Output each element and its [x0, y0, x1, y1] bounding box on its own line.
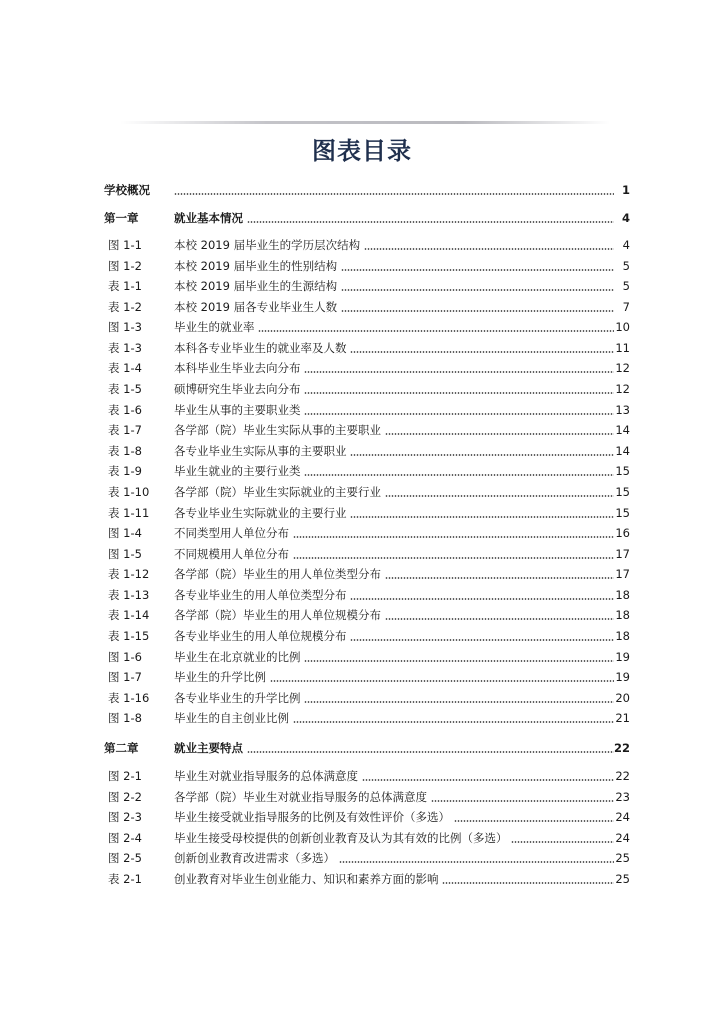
entry-label: 表 1-16	[108, 690, 150, 705]
entry-label: 图 2-5	[108, 851, 142, 866]
dot-leader	[385, 577, 614, 579]
toc-entry[interactable]	[104, 235, 630, 255]
dot-leader	[341, 269, 614, 271]
toc-entry[interactable]	[104, 544, 630, 564]
entry-title: 各专业毕业生的用人单位类型分布	[174, 587, 347, 602]
entry-title: 毕业生对就业指导服务的总体满意度	[174, 769, 358, 783]
entry-label: 表 1-7	[108, 423, 142, 438]
dot-leader	[247, 221, 614, 223]
entry-title: 本校 2019 届各专业毕业生人数	[174, 299, 338, 314]
dot-leader	[293, 536, 614, 538]
page-number: 18	[615, 629, 630, 644]
toc-entry[interactable]	[104, 688, 630, 708]
dot-leader	[350, 454, 614, 456]
dot-leader	[339, 861, 614, 863]
entry-label: 第二章	[104, 741, 139, 755]
entry-title: 毕业生的自主创业比例	[174, 711, 289, 726]
page-number: 19	[615, 649, 630, 664]
page-number: 15	[615, 464, 630, 479]
entry-title: 本校 2019 届毕业生的学历层次结构	[174, 238, 361, 252]
toc-entry[interactable]	[104, 441, 630, 461]
dot-leader	[341, 289, 614, 291]
entry-title: 本校 2019 届毕业生的生源结构	[174, 279, 338, 294]
entry-title: 毕业生的就业率	[174, 320, 255, 335]
entry-title: 就业基本情况	[174, 211, 243, 225]
entry-title: 毕业生接受就业指导服务的比例及有效性评价（多选）	[174, 810, 450, 825]
dot-leader	[258, 330, 614, 332]
entry-title: 本科各专业毕业生的就业率及人数	[174, 340, 347, 355]
entry-label: 表 1-3	[108, 340, 142, 355]
entry-title: 各专业毕业生实际从事的主要职业	[174, 443, 347, 458]
page-number: 18	[615, 587, 630, 602]
page-number: 7	[622, 299, 630, 314]
page-number: 25	[615, 872, 630, 886]
entry-title: 各专业毕业生的用人单位规模分布	[174, 629, 347, 644]
page-number: 5	[622, 279, 630, 294]
toc-entry[interactable]	[104, 869, 630, 889]
toc-entry[interactable]	[104, 605, 630, 625]
dot-leader	[341, 310, 614, 312]
entry-title: 各学部（院）毕业生对就业指导服务的总体满意度	[174, 789, 427, 804]
entry-label: 图 1-1	[108, 238, 142, 252]
entry-title: 创业教育对毕业生创业能力、知识和素养方面的影响	[174, 872, 439, 886]
toc-entry[interactable]	[104, 523, 630, 543]
toc-entry[interactable]	[104, 503, 630, 523]
toc-entry[interactable]	[104, 787, 630, 807]
entry-title: 各专业毕业生的升学比例	[174, 690, 301, 705]
entry-title: 本科毕业生毕业去向分布	[174, 361, 301, 376]
page-number: 15	[615, 505, 630, 520]
entry-title: 不同规模用人单位分布	[174, 546, 289, 561]
toc-entry[interactable]	[104, 766, 630, 786]
page-number: 24	[615, 830, 630, 845]
dot-leader	[304, 474, 614, 476]
title-divider	[120, 121, 610, 124]
toc-chapter[interactable]	[104, 208, 630, 228]
entry-label: 表 1-5	[108, 382, 142, 397]
entry-label: 表 1-9	[108, 464, 142, 479]
toc-entry[interactable]	[104, 828, 630, 848]
dot-leader	[350, 516, 614, 518]
entry-title: 本校 2019 届毕业生的性别结构	[174, 258, 338, 273]
entry-title: 毕业生的升学比例	[174, 670, 266, 685]
entry-label: 学校概况	[104, 183, 150, 197]
toc-entry[interactable]	[104, 626, 630, 646]
page-number: 4	[621, 211, 630, 225]
entry-title: 创新创业教育改进需求（多选）	[174, 851, 335, 866]
entry-label: 表 1-8	[108, 443, 142, 458]
entry-label: 图 1-4	[108, 526, 142, 541]
dot-leader	[304, 413, 614, 415]
entry-title: 毕业生就业的主要行业类	[174, 464, 301, 479]
page-number: 17	[615, 567, 630, 582]
page-number: 10	[615, 320, 630, 335]
entry-label: 表 1-2	[108, 299, 142, 314]
dot-leader	[304, 392, 614, 394]
dot-leader	[304, 701, 614, 703]
dot-leader	[362, 779, 614, 781]
entry-label: 图 1-2	[108, 258, 142, 273]
entry-label: 图 1-5	[108, 546, 142, 561]
dot-leader	[385, 618, 614, 620]
dot-leader	[304, 660, 614, 662]
entry-title: 各学部（院）毕业生的用人单位规模分布	[174, 608, 381, 623]
dot-leader	[293, 721, 614, 723]
page-title: 图表目录	[312, 137, 412, 165]
entry-title: 各学部（院）毕业生实际就业的主要行业	[174, 484, 381, 499]
toc-entry[interactable]	[104, 848, 630, 868]
page-number: 21	[615, 711, 630, 726]
page-number: 19	[615, 670, 630, 685]
dot-leader	[385, 433, 614, 435]
toc-entry[interactable]	[104, 482, 630, 502]
entry-label: 表 1-1	[108, 279, 142, 294]
dot-leader	[293, 557, 614, 559]
page-number: 5	[622, 258, 630, 273]
entry-label: 表 1-6	[108, 402, 142, 417]
entry-title: 不同类型用人单位分布	[174, 526, 289, 541]
dot-leader	[431, 800, 614, 802]
page-number: 14	[615, 443, 630, 458]
entry-label: 表 1-12	[108, 567, 150, 582]
toc-entry[interactable]	[104, 667, 630, 687]
entry-title: 各学部（院）毕业生实际从事的主要职业	[174, 423, 381, 438]
entry-title: 毕业生从事的主要职业类	[174, 402, 301, 417]
entry-label: 图 2-1	[108, 769, 142, 783]
entry-label: 表 1-15	[108, 629, 150, 644]
entry-label: 表 1-4	[108, 361, 142, 376]
page-number: 22	[615, 769, 630, 783]
dot-leader	[364, 248, 614, 250]
entry-label: 第一章	[104, 211, 139, 225]
dot-leader	[442, 882, 614, 884]
toc-entry[interactable]	[104, 256, 630, 276]
dot-leader	[350, 639, 614, 641]
entry-label: 图 1-3	[108, 320, 142, 335]
toc-entry[interactable]	[104, 297, 630, 317]
entry-title: 就业主要特点	[174, 741, 243, 755]
entry-label: 表 1-10	[108, 484, 150, 499]
page-number: 13	[615, 402, 630, 417]
toc-entry[interactable]	[104, 379, 630, 399]
dot-leader	[304, 371, 614, 373]
entry-label: 图 2-3	[108, 810, 142, 825]
toc-entry[interactable]	[104, 807, 630, 827]
toc-entry[interactable]	[104, 461, 630, 481]
toc-entry[interactable]	[104, 564, 630, 584]
page-number: 12	[615, 361, 630, 376]
entry-title: 硕博研究生毕业去向分布	[174, 382, 301, 397]
toc-entry[interactable]	[104, 647, 630, 667]
entry-label: 表 2-1	[108, 872, 142, 886]
page-number: 1	[621, 183, 630, 197]
toc-entry[interactable]	[104, 358, 630, 378]
toc-entry[interactable]	[104, 338, 630, 358]
dot-leader	[247, 751, 614, 753]
page-number: 25	[615, 851, 630, 866]
toc-entry[interactable]	[104, 400, 630, 420]
toc-entry[interactable]	[104, 708, 630, 728]
page-number: 24	[615, 810, 630, 825]
dot-leader	[270, 680, 614, 682]
page-number: 22	[613, 741, 630, 755]
dot-leader	[385, 495, 614, 497]
page-number: 14	[615, 423, 630, 438]
entry-title: 各学部（院）毕业生的用人单位类型分布	[174, 567, 381, 582]
toc-entry[interactable]	[104, 317, 630, 337]
entry-label: 图 1-7	[108, 670, 142, 685]
entry-title: 各专业毕业生实际就业的主要行业	[174, 505, 347, 520]
page-number: 17	[615, 546, 630, 561]
dot-leader	[350, 598, 614, 600]
page-number: 18	[615, 608, 630, 623]
page-number: 23	[615, 789, 630, 804]
toc-entry[interactable]	[104, 276, 630, 296]
page-number: 4	[622, 238, 630, 252]
entry-label: 图 1-6	[108, 649, 142, 664]
page-number: 16	[615, 526, 630, 541]
entry-title: 毕业生接受母校提供的创新创业教育及认为其有效的比例（多选）	[174, 830, 508, 845]
dot-leader	[174, 193, 614, 195]
page-number: 12	[615, 382, 630, 397]
page-number: 20	[615, 690, 630, 705]
dot-leader	[511, 841, 614, 843]
toc-chapter[interactable]	[104, 180, 630, 200]
entry-title: 毕业生在北京就业的比例	[174, 649, 301, 664]
dot-leader	[350, 351, 614, 353]
entry-label: 表 1-11	[108, 505, 150, 520]
entry-label: 图 1-8	[108, 711, 142, 726]
dot-leader	[454, 820, 614, 822]
page-number: 11	[615, 340, 630, 355]
page-number: 15	[615, 484, 630, 499]
entry-label: 图 2-4	[108, 830, 142, 845]
entry-label: 图 2-2	[108, 789, 142, 804]
entry-label: 表 1-13	[108, 587, 150, 602]
toc-entry[interactable]	[104, 420, 630, 440]
entry-label: 表 1-14	[108, 608, 150, 623]
toc-entry[interactable]	[104, 585, 630, 605]
toc-chapter[interactable]	[104, 738, 630, 758]
